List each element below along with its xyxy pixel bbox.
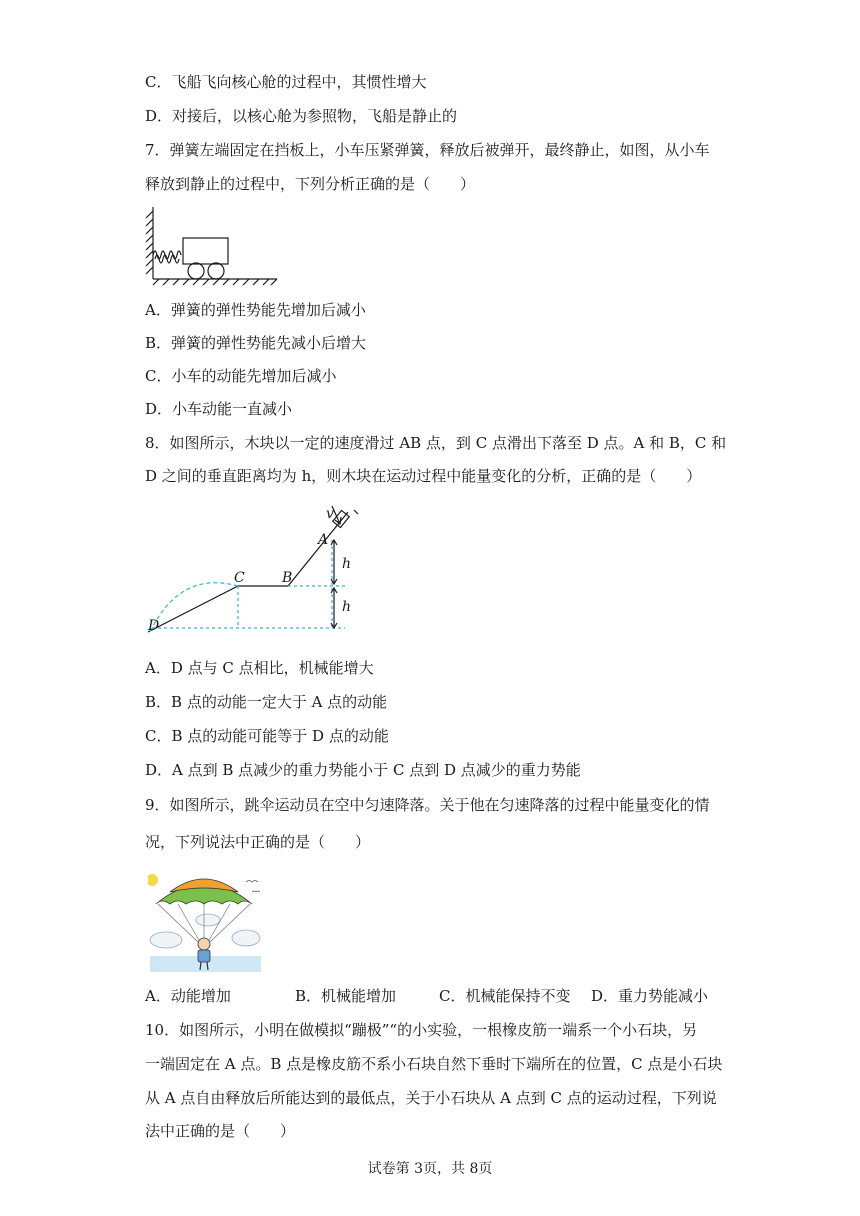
q8-option-b: B．B 点的动能一定大于 A 点的动能 [145,693,388,711]
q7-option-b: B．弹簧的弹性势能先减小后增大 [145,334,367,352]
q7-stem-line1: 7．弹簧左端固定在挡板上，小车压紧弹簧，释放后被弹开，最终静止，如图，从小车 [145,141,710,159]
q9-option-b: B．机械能增加 [295,987,397,1005]
page-footer: 试卷第 3页，共 8页 [367,1161,493,1177]
q10-line1: 10．如图所示，小明在做模拟“蹦极”“的小实验，一根橡皮筋一端系一个小石块，另 [145,1021,698,1039]
q9-options-row [145,986,708,1006]
q8-option-d: D．A 点到 B 点减少的重力势能小于 C 点到 D 点减少的重力势能 [145,761,581,779]
label-h-lower: h [342,599,352,615]
q9-option-c: C．机械能保持不变 [439,987,571,1005]
q6-option-d: D．对接后，以核心舱为参照物，飞船是静止的 [145,107,458,125]
label-c: C [234,570,245,586]
q10-line2: 一端固定在 A 点。B 点是橡皮筋不系小石块自然下垂时下端所在的位置，C 点是小石块 [145,1055,723,1073]
q7-option-d: D．小车动能一直减小 [145,400,293,418]
q10-line3: 从 A 点自由释放后所能达到的最低点，关于小石块从 A 点到 C 点的运动过程，下列说 [145,1089,717,1107]
parachutist-image [148,868,263,974]
label-h-upper: h [342,556,352,572]
q8-stem-line1: 8．如图所示，木块以一定的速度滑过 AB 点，到 C 点滑出下落至 D 点。A 和 B，C 和 [145,434,727,452]
q10-line4: 法中正确的是（ ） [145,1122,296,1140]
q9-stem-line2: 况，下列说法中正确的是（ ） [145,833,371,851]
q8-option-a: A．D 点与 C 点相比，机械能增大 [145,659,374,677]
q8-option-c: C．B 点的动能可能等于 D 点的动能 [145,727,389,745]
q6-option-c: C．飞船飞向核心舱的过程中，其惯性增大 [145,73,427,91]
q7-option-c: C．小车的动能先增加后减小 [145,367,337,385]
q9-option-d: D．重力势能减小 [591,987,709,1005]
label-d: D [148,618,160,634]
spring-cart-figure [143,203,283,288]
q7-stem-line2: 释放到静止的过程中，下列分析正确的是（ ） [145,175,476,193]
label-a: A [318,532,329,548]
label-b: B [282,570,293,586]
incline-block-figure [140,500,370,640]
label-v: v [326,506,334,522]
q9-option-a: A．动能增加 [145,987,231,1005]
q7-option-a: A．弹簧的弹性势能先增加后减小 [145,301,366,319]
q9-stem-line1: 9．如图所示，跳伞运动员在空中匀速降落。关于他在匀速降落的过程中能量变化的情 [145,796,710,814]
q8-stem-line2: D 之间的垂直距离均为 h，则木块在运动过程中能量变化的分析，正确的是（ ） [145,467,702,485]
